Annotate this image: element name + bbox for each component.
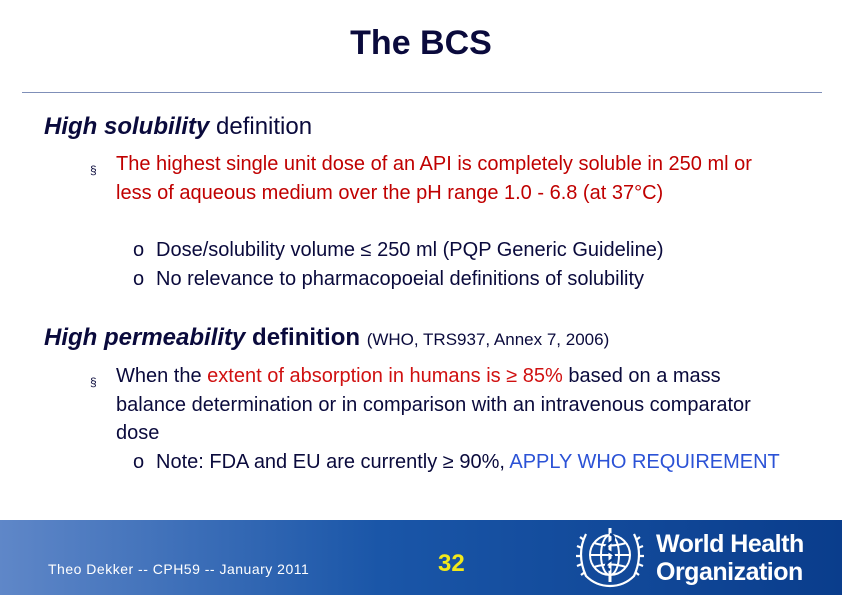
solubility-sub-2 <box>133 265 813 294</box>
solubility-bullet <box>90 150 790 207</box>
permeability-heading-ref: (WHO, TRS937, Annex 7, 2006) <box>366 330 610 349</box>
bullet-marker: § <box>90 163 97 177</box>
solubility-heading <box>44 113 312 141</box>
sub-marker: o <box>133 451 145 473</box>
permeability-bullet-highlight: extent of absorption in humans is ≥ 85% <box>207 365 563 387</box>
presenter-info: Theo Dekker -- CPH59 -- January 2011 <box>48 561 310 577</box>
bullet-marker: § <box>90 375 97 389</box>
permeability-bullet-text <box>116 362 790 448</box>
title-divider <box>22 92 822 93</box>
solubility-sub-1-text: Dose/solubility volume ≤ 250 ml (PQP Generic Guideline) <box>156 239 664 261</box>
permeability-sub-prefix: Note: FDA and EU are currently ≥ 90%, <box>156 451 510 473</box>
slide-title: The BCS <box>350 24 492 62</box>
permeability-bullet <box>90 362 790 448</box>
permeability-bullet-prefix: When the <box>116 365 208 387</box>
solubility-bullet-text: The highest single unit dose of an API is completely soluble in 250 ml or less of aqueous medium over the pH range 1.0 - 6.8 (at 37°C) <box>116 153 752 204</box>
permeability-heading-rest: definition <box>245 324 361 351</box>
permeability-bullet-suffix: based on a mass balance determination or in comparison with an intravenous comparator dose <box>116 365 751 444</box>
footer-bar <box>0 520 842 595</box>
solubility-sub-2-text: No relevance to pharmacopoeial definitions of solubility <box>156 268 645 290</box>
page-number: 32 <box>438 550 465 577</box>
permeability-sub <box>133 448 813 477</box>
solubility-heading-em: High solubility <box>44 113 210 140</box>
sub-marker: o <box>133 239 145 261</box>
permeability-heading-em: High permeability <box>44 324 246 351</box>
org-name-line1: World Health <box>656 530 804 558</box>
who-emblem-icon <box>572 524 648 590</box>
permeability-sub-highlight: APPLY WHO REQUIREMENT <box>509 451 780 473</box>
permeability-heading <box>44 324 609 352</box>
sub-marker: o <box>133 268 145 290</box>
org-name-line2: Organization <box>656 558 803 586</box>
solubility-sub-1 <box>133 236 813 265</box>
organization-name <box>656 530 836 586</box>
permeability-sub-text <box>156 448 813 477</box>
solubility-heading-rest: definition <box>209 113 313 140</box>
